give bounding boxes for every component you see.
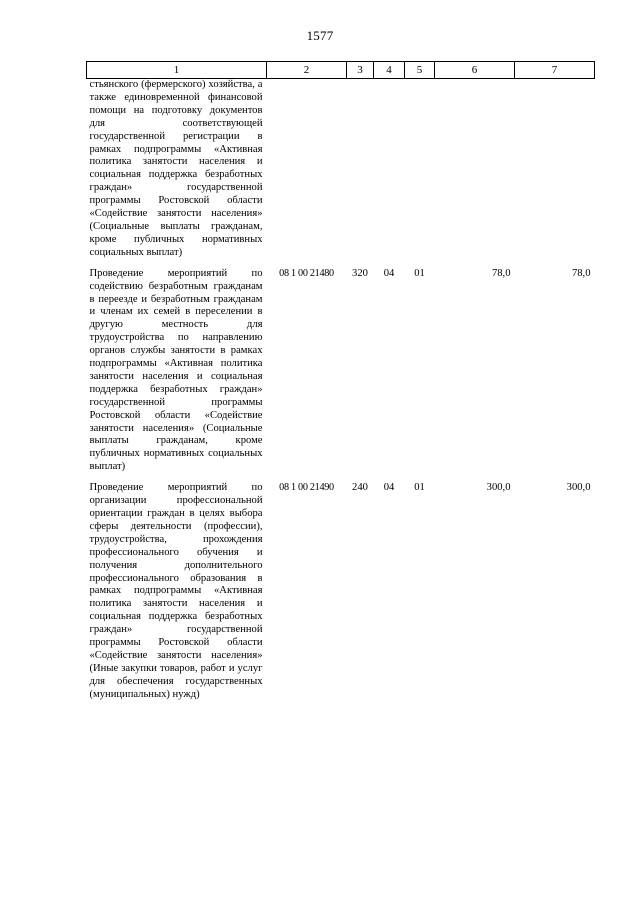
row-section: 04 bbox=[383, 482, 395, 494]
row-amount-1: 300,0 bbox=[486, 482, 511, 494]
row-section bbox=[374, 79, 405, 260]
header-row bbox=[87, 62, 595, 79]
column-header-4: 4 bbox=[374, 62, 405, 79]
row-section: 04 bbox=[383, 267, 395, 279]
column-header-3: 3 bbox=[347, 62, 374, 79]
row-target-article-code bbox=[267, 79, 347, 260]
column-header-2: 2 bbox=[267, 62, 347, 79]
column-header-1: 1 bbox=[87, 62, 267, 79]
row-expense-type: 240 bbox=[352, 482, 368, 494]
table-row bbox=[87, 79, 595, 260]
row-amount-2: 300,0 bbox=[566, 482, 591, 494]
column-header-6: 6 bbox=[435, 62, 515, 79]
table-row bbox=[87, 260, 595, 475]
row-amount-2: 78,0 bbox=[571, 267, 591, 279]
row-subsection: 01 bbox=[414, 267, 425, 279]
row-expense-type bbox=[347, 79, 374, 260]
budget-table bbox=[86, 61, 595, 702]
row-amount-1 bbox=[435, 79, 515, 260]
row-subsection: 01 bbox=[414, 482, 425, 494]
table-row bbox=[87, 474, 595, 701]
row-description: Проведение мероприятий по организации профессиональной ориентации граждан в целях выбора сферы деятельности (профессии), трудоустройства, прохождения профессионального обучения и получения дополнительного профессионального образования в рамках подпрограммы «Активная политика занятости населения и социальная поддержка безработных граждан» государственной программы Ростовской области «Содействие занятости населения» (Иные закупки товаров, работ и услуг для обеспечения государственных (муниципальных) нужд) bbox=[89, 482, 263, 700]
row-amount-2 bbox=[515, 79, 595, 260]
table-body bbox=[87, 79, 595, 702]
row-subsection bbox=[405, 79, 435, 260]
row-description: стьянского (фермерского) хозяйства, а также единовременной финансовой помощи на подготовку документов для соответствующей государственной регистрации в рамках подпрограммы «Активная политика занятости населения и социальная поддержка безработных граждан» государственной программы Ростовской области «Содействие занятости населения» (Социальные выплаты гражданам, кроме публичных нормативных социальных выплат) bbox=[89, 79, 263, 258]
row-expense-type: 320 bbox=[352, 267, 368, 279]
column-header-5: 5 bbox=[405, 62, 435, 79]
row-target-article-code: 08 1 00 21490 bbox=[279, 482, 334, 494]
column-header-7: 7 bbox=[515, 62, 595, 79]
table-header bbox=[87, 62, 595, 79]
row-amount-1: 78,0 bbox=[491, 267, 511, 279]
page-number: 1577 bbox=[306, 28, 334, 43]
row-target-article-code: 08 1 00 21480 bbox=[279, 267, 334, 279]
row-description: Проведение мероприятий по содействию безработным гражданам в переезде и безработным гражданам и членам их семей в переселении в другую местность для трудоустройства по направлению органов службы занятости в рамках подпрограммы «Активная политика занятости населения и социальная поддержка безработных граждан» государственной программы Ростовской области «Содействие занятости населения» (Социальные выплаты гражданам, кроме публичных нормативных социальных выплат) bbox=[89, 267, 263, 473]
